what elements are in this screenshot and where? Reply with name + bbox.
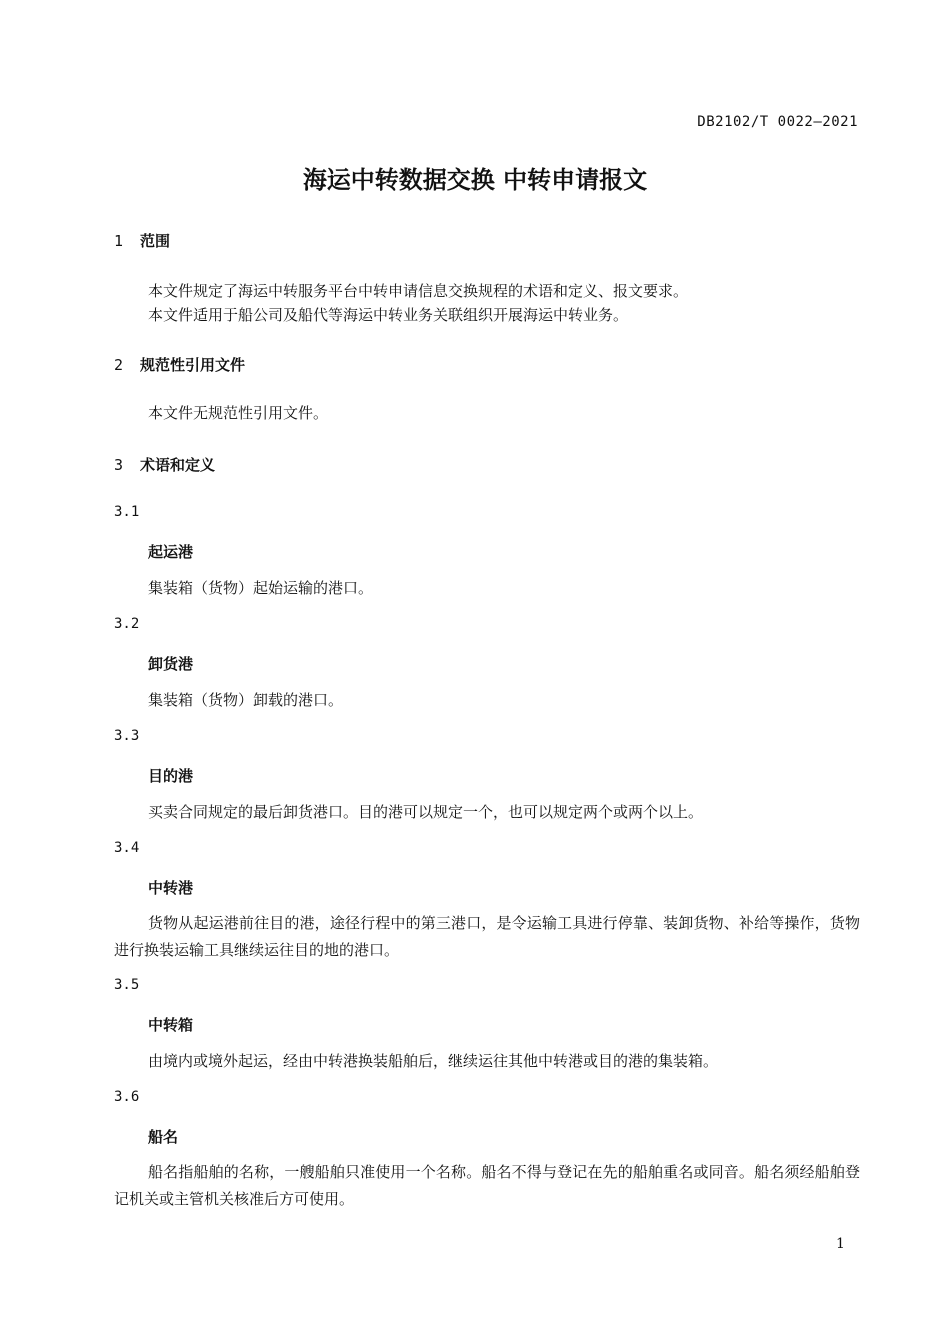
section-heading-scope: [114, 230, 170, 251]
term-number: 3.6: [114, 1089, 140, 1105]
section-title: 范围: [140, 232, 171, 250]
term-definition: 集装箱（货物）卸载的港口。: [148, 691, 344, 709]
paragraph: 本文件无规范性引用文件。: [148, 404, 329, 422]
section-number: 1: [114, 232, 124, 250]
document-title: 海运中转数据交换 中转申请报文: [302, 166, 648, 194]
section-number: 3: [114, 456, 124, 474]
section-heading-terms: [114, 454, 215, 475]
page-number: 1: [836, 1236, 845, 1252]
term-name: 卸货港: [148, 655, 194, 673]
paragraph: 本文件规定了海运中转服务平台中转申请信息交换规程的术语和定义、报文要求。: [148, 282, 689, 300]
term-definition: 买卖合同规定的最后卸货港口。目的港可以规定一个，也可以规定两个或两个以上。: [148, 803, 704, 821]
standard-code: DB2102/T 0022—2021: [697, 114, 858, 130]
term-name: 起运港: [148, 543, 194, 561]
term-number: 3.4: [114, 840, 140, 856]
term-definition: 船名指船舶的名称，一艘船舶只准使用一个名称。船名不得与登记在先的船舶重名或同音。船名须经船舶登记机关或主管机关核准后方可使用。: [114, 1163, 860, 1208]
term-name: 中转箱: [148, 1016, 194, 1034]
paragraph: 本文件适用于船公司及船代等海运中转业务关联组织开展海运中转业务。: [148, 306, 629, 324]
term-name: 目的港: [148, 767, 194, 785]
section-title: 术语和定义: [140, 456, 216, 474]
term-definition: 货物从起运港前往目的港，途径行程中的第三港口，是令运输工具进行停靠、装卸货物、补给等操作，货物进行换装运输工具继续运往目的地的港口。: [114, 914, 860, 959]
term-number: 3.5: [114, 977, 140, 993]
term-number: 3.2: [114, 616, 140, 632]
section-title: 规范性引用文件: [140, 356, 246, 374]
term-definition: 由境内或境外起运，经由中转港换装船舶后，继续运往其他中转港或目的港的集装箱。: [148, 1052, 719, 1070]
term-name: 船名: [148, 1128, 179, 1146]
term-number: 3.3: [114, 728, 140, 744]
term-definition: 集装箱（货物）起始运输的港口。: [148, 579, 374, 597]
term-name: 中转港: [148, 879, 194, 897]
section-heading-normative-references: [114, 354, 245, 375]
section-number: 2: [114, 356, 124, 374]
term-number: 3.1: [114, 504, 140, 520]
